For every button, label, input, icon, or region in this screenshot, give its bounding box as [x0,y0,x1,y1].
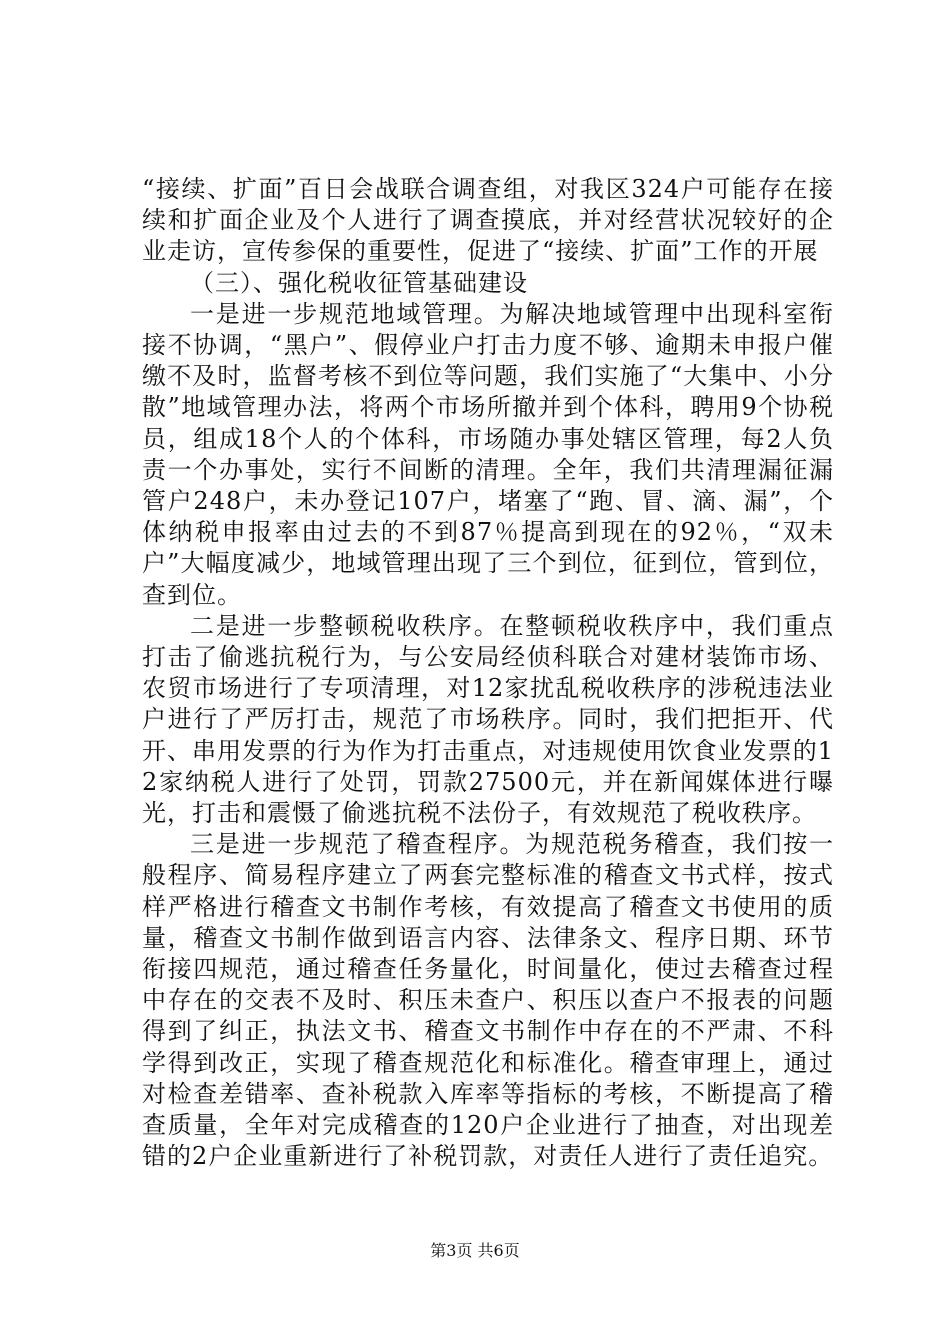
paragraph-regional-management: 一是进一步规范地域管理。为解决地域管理中出现科室衔接不协调，“黑户”、假停业户打击力度不够、逾期未申报户催缴不及时，监督考核不到位等问题，我们实施了“大集中、小分散”地域管理办法，将两个市场所撤并到个体科，聘用9个协税员，组成18个人的个体科，市场随办事处辖区管理，每2人负责一个办事处，实行不间断的清理。全年，我们共清理漏征漏管户248户，未办登记107户，堵塞了“跑、冒、滴、漏”，个体纳税申报率由过去的不到87％提高到现在的92％，“双未户”大幅度减少，地域管理出现了三个到位，征到位，管到位，查到位。 [142,299,834,609]
paragraph-tax-order: 二是进一步整顿税收秩序。在整顿税收秩序中，我们重点打击了偷逃抗税行为，与公安局经侦科联合对建材装饰市场、农贸市场进行了专项清理，对12家扰乱税收秩序的涉税违法业户进行了严厉打击，规范了市场秩序。同时，我们把拒开、代开、串用发票的行为作为打击重点，对违规使用饮食业发票的12家纳税人进行了处罚，罚款27500元，并在新闻媒体进行曝光，打击和震慑了偷逃抗税不法份子，有效规范了税收秩序。 [142,611,834,828]
paragraph-audit-procedure: 三是进一步规范了稽查程序。为规范税务稽查，我们按一般程序、简易程序建立了两套完整标准的稽查文书式样，按式样严格进行稽查文书制作考核，有效提高了稽查文书使用的质量，稽查文书制作做到语言内容、法律条文、程序日期、环节衔接四规范，通过稽查任务量化，时间量化，使过去稽查过程中存在的交表不及时、积压未查户、积压以查户不报表的问题得到了纠正，执法文书、稽查文书制作中存在的不严肃、不科学得到改正，实现了稽查规范化和标准化。稽查审理上，通过对检查差错率、查补税款入库率等指标的考核，不断提高了稽查质量，全年对完成稽查的120户企业进行了抽查，对出现差错的2户企业重新进行了补税罚款，对责任人进行了责任追究。 [142,830,834,1171]
section-heading: （三）、强化税收征管基础建设 [190,268,528,297]
page-number-label: 第3页 共6页 [430,1241,520,1260]
paragraph-continued: “接续、扩面”百日会战联合调查组，对我区324户可能存在接续和扩面企业及个人进行了调查摸底，并对经营状况较好的企业走访，宣传参保的重要性，促进了“接续、扩面”工作的开展 [142,175,834,266]
document-body [142,174,834,1173]
page-footer [0,1241,950,1261]
